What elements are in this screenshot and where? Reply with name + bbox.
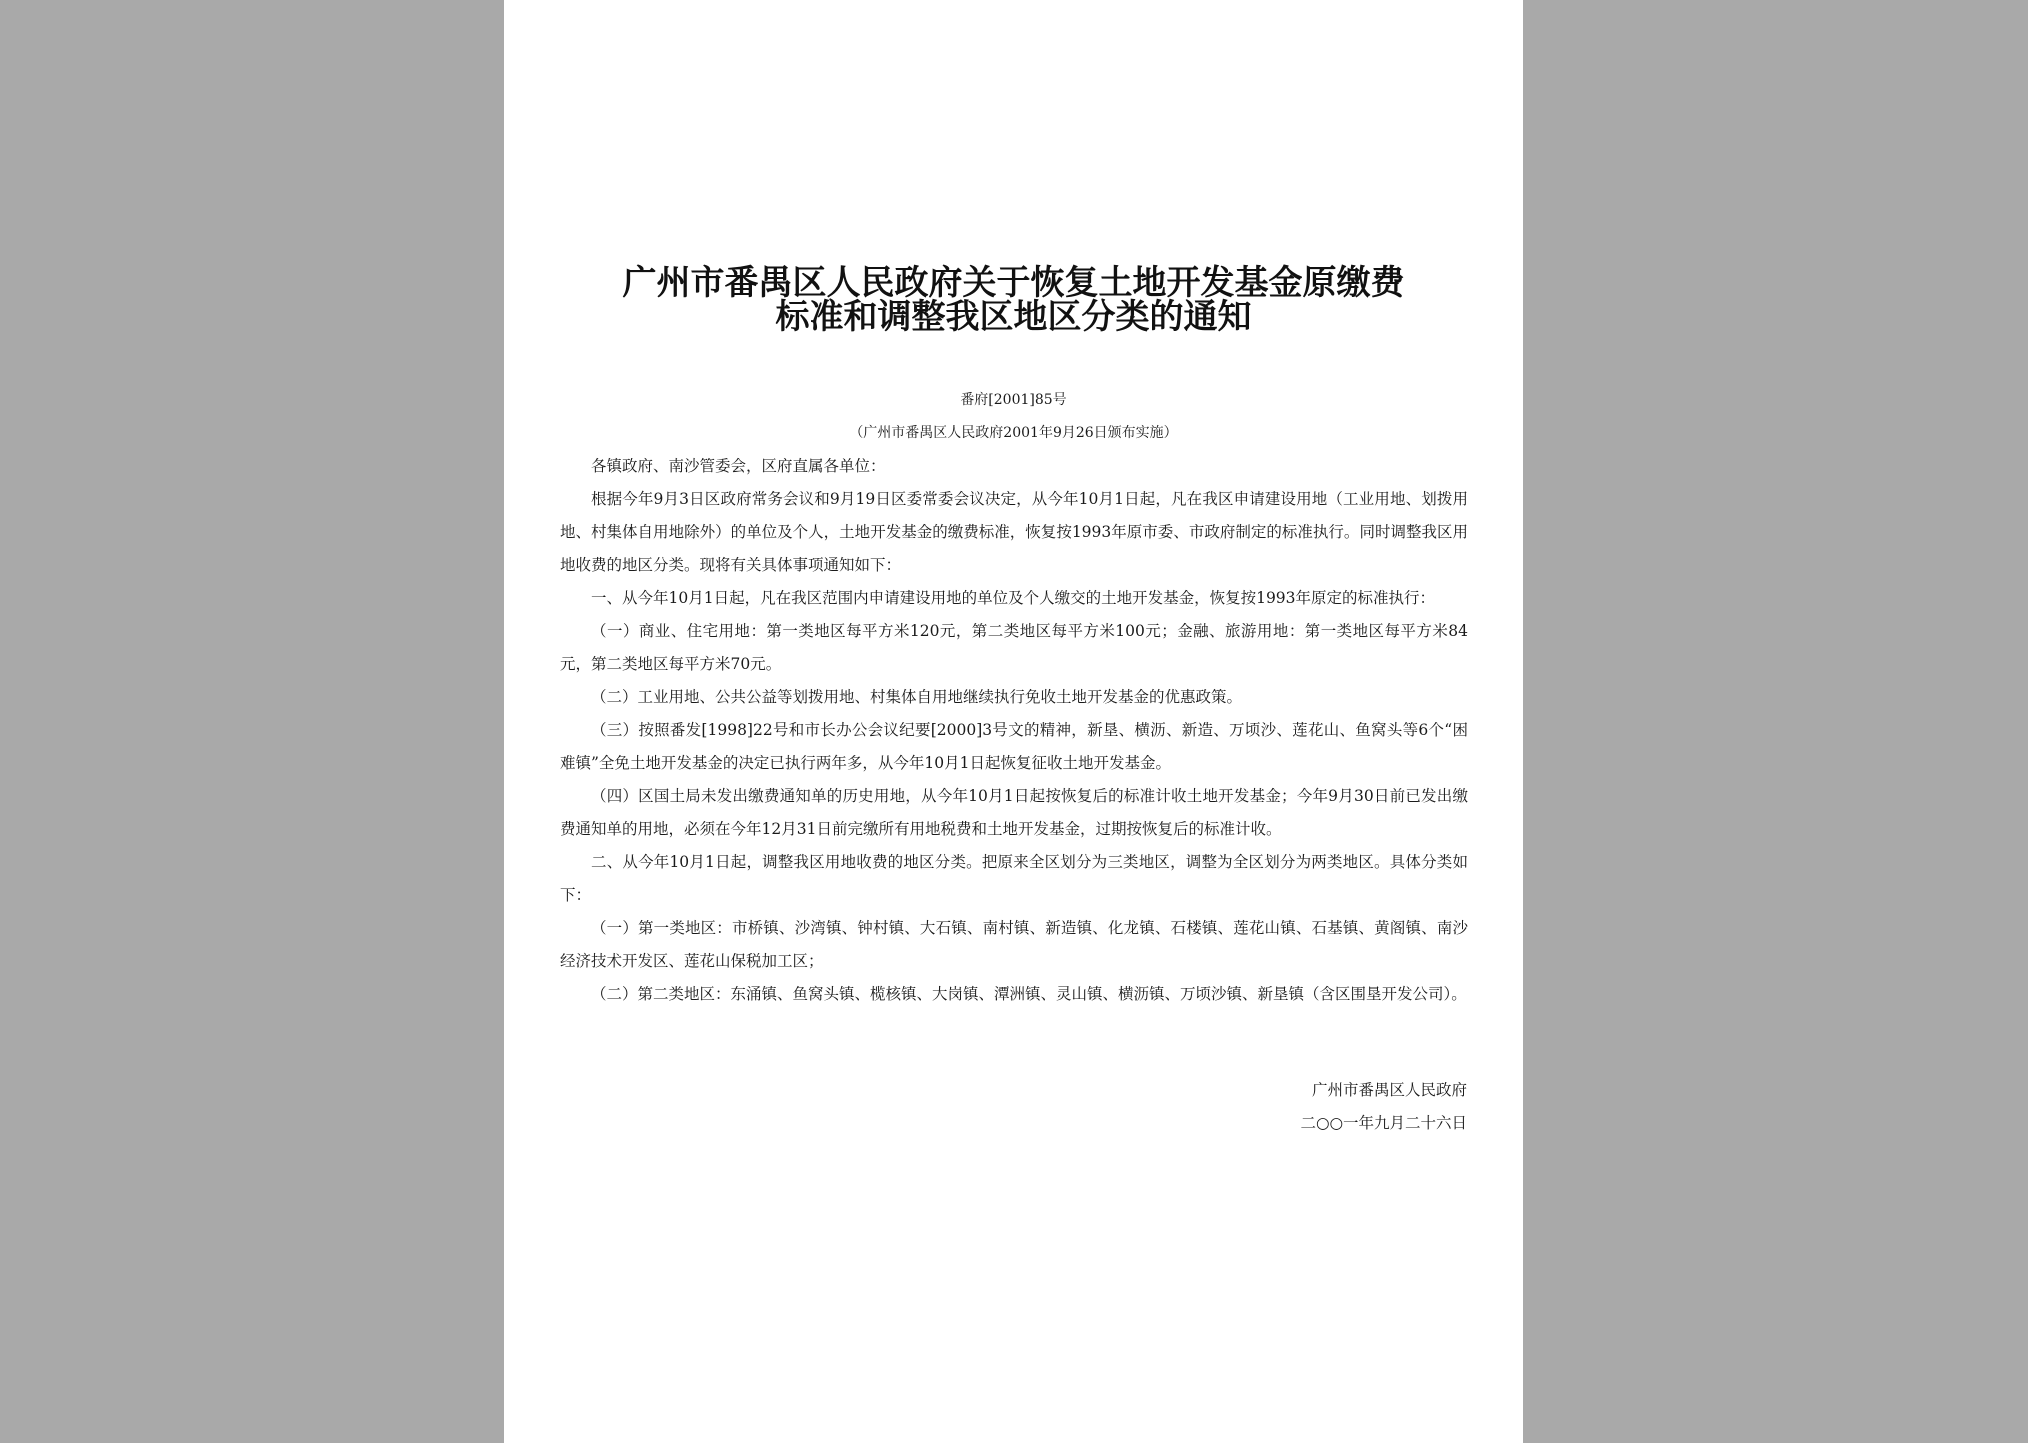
title-line-1: 广州市番禺区人民政府关于恢复土地开发基金原缴费 [622,263,1405,303]
signature-organization: 广州市番禺区人民政府 [1311,1081,1467,1099]
paragraph: 二、从今年10月1日起，调整我区用地收费的地区分类。把原来全区划分为三类地区，调整为全区划分为两类地区。具体分类如下： [560,853,1468,904]
paragraph: （一）第一类地区：市桥镇、沙湾镇、钟村镇、大石镇、南村镇、新造镇、化龙镇、石楼镇、莲花山镇、石基镇、黄阁镇、南沙经济技术开发区、莲花山保税加工区； [560,919,1468,970]
title-line-2: 标准和调整我区地区分类的通知 [775,297,1252,337]
document-body [560,450,1468,1011]
document-number: 番府[2001]85号 [960,392,1067,408]
issued-note: （广州市番禺区人民政府2001年9月26日颁布实施） [849,425,1178,441]
signature-date: 二○○一年九月二十六日 [1300,1114,1467,1132]
paragraph: （二）工业用地、公共公益等划拨用地、村集体自用地继续执行免收土地开发基金的优惠政策。 [591,688,1243,706]
paragraph: （三）按照番发[1998]22号和市长办公会议纪要[2000]3号文的精神，新垦、横沥、新造、万顷沙、莲花山、鱼窝头等6个“困难镇”全免土地开发基金的决定已执行两年多，从今年10月1日起恢复征收土地开发基金。 [560,721,1468,772]
document-page [504,0,1523,1443]
paragraph-salutation: 各镇政府、南沙管委会，区府直属各单位： [591,457,886,475]
paragraph: （二）第二类地区：东涌镇、鱼窝头镇、榄核镇、大岗镇、潭洲镇、灵山镇、横沥镇、万顷沙镇、新垦镇（含区围垦开发公司）。 [591,985,1467,1003]
paragraph: （一）商业、住宅用地：第一类地区每平方米120元，第二类地区每平方米100元；金融、旅游用地：第一类地区每平方米84元，第二类地区每平方米70元。 [560,622,1468,673]
paragraph: （四）区国土局未发出缴费通知单的历史用地，从今年10月1日起按恢复后的标准计收土地开发基金；今年9月30日前已发出缴费通知单的用地，必须在今年12月31日前完缴所有用地税费和土地开发基金，过期按恢复后的标准计收。 [560,787,1468,838]
paragraph: 一、从今年10月1日起，凡在我区范围内申请建设用地的单位及个人缴交的土地开发基金，恢复按1993年原定的标准执行： [591,589,1436,607]
paragraph: 根据今年9月3日区政府常务会议和9月19日区委常委会议决定，从今年10月1日起，凡在我区申请建设用地（工业用地、划拨用地、村集体自用地除外）的单位及个人，土地开发基金的缴费标准，恢复按1993年原市委、市政府制定的标准执行。同时调整我区用地收费的地区分类。现将有关具体事项通知如下： [560,490,1468,574]
